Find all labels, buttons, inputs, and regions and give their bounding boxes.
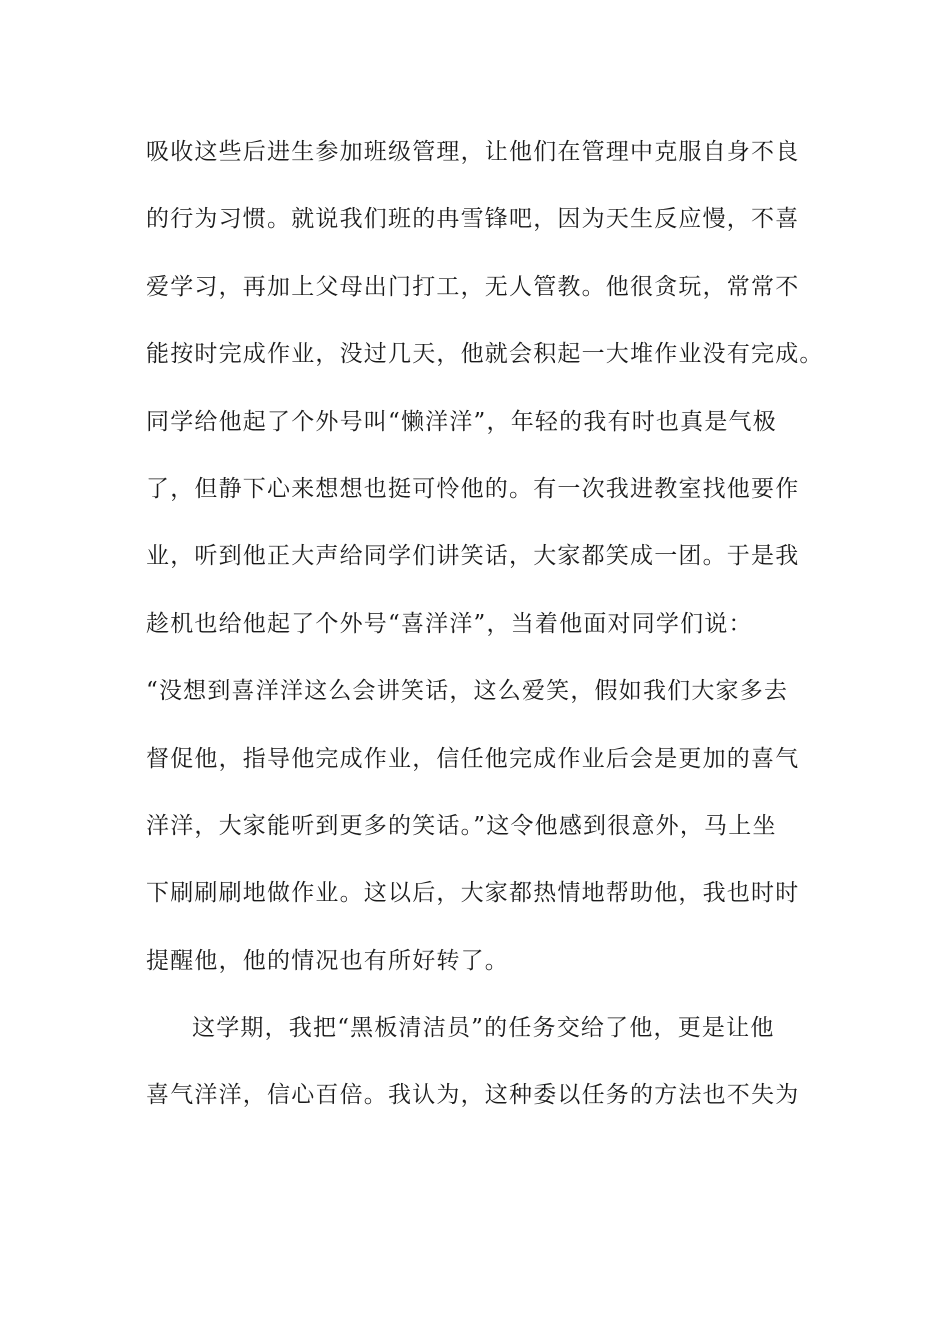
paragraph-start-line: 这学期，我把“黑板清洁员”的任务交给了他，更是让他 xyxy=(192,1015,775,1042)
text-line: 督促他，指导他完成作业，信任他完成作业后会是更加的喜气 xyxy=(146,745,800,772)
text-line: 喜气洋洋，信心百倍。我认为，这种委以任务的方法也不失为 xyxy=(146,1082,800,1109)
text-line: 吸收这些后进生参加班级管理，让他们在管理中克服自身不良 xyxy=(146,139,800,165)
text-line: “没想到喜洋洋这么会讲笑话，这么爱笑，假如我们大家多去 xyxy=(146,678,789,705)
text-line: 同学给他起了个外号叫“懒洋洋”，年轻的我有时也真是气极 xyxy=(146,408,777,435)
text-line: 的行为习惯。就说我们班的冉雪锋吧，因为天生反应慢，不喜 xyxy=(146,206,800,233)
text-line: 爱学习，再加上父母出门打工，无人管教。他很贪玩，常常不 xyxy=(146,273,800,300)
text-line: 趁机也给他起了个外号“喜洋洋”，当着他面对同学们说： xyxy=(146,610,753,637)
text-line: 业，听到他正大声给同学们讲笑话，大家都笑成一团。于是我 xyxy=(146,543,800,570)
text-line: 能按时完成作业，没过几天，他就会积起一大堆作业没有完成。 xyxy=(146,341,824,368)
text-line: 洋洋，大家能听到更多的笑话。”这令他感到很意外，马上坐 xyxy=(146,812,777,839)
document-body xyxy=(146,130,824,1141)
text-line: 提醒他，他的情况也有所好转了。 xyxy=(146,947,509,974)
text-line: 下刷刷刷地做作业。这以后，大家都热情地帮助他，我也时时 xyxy=(146,880,800,907)
text-line: 了，但静下心来想想也挺可怜他的。有一次我进教室找他要作 xyxy=(146,475,800,502)
